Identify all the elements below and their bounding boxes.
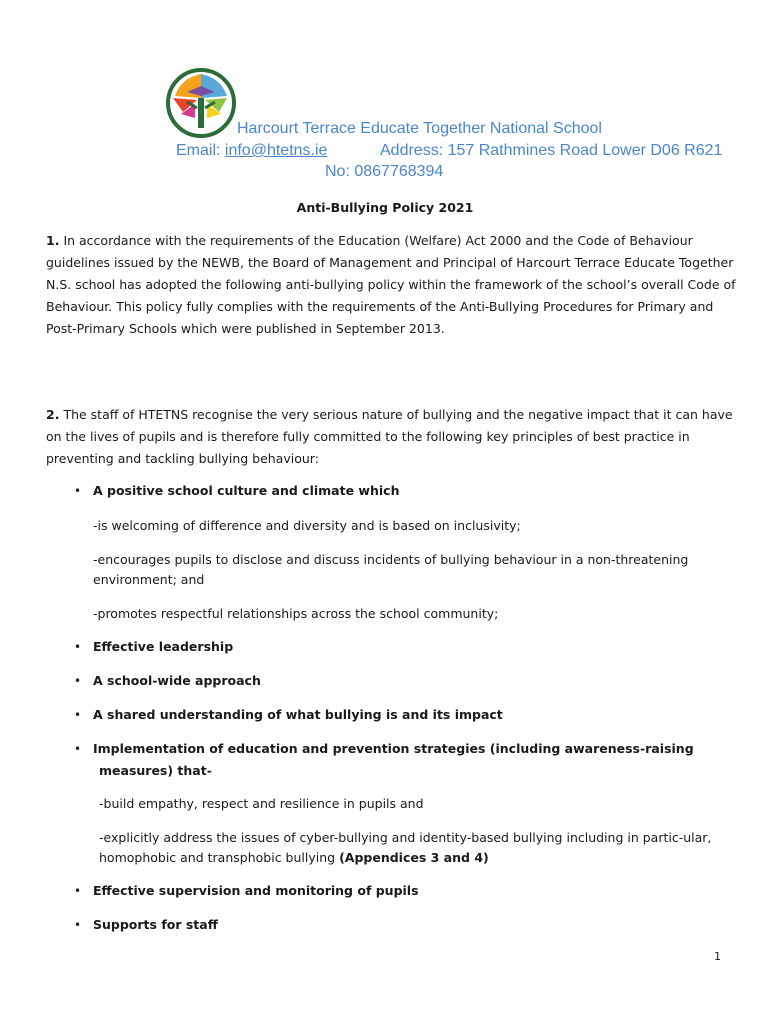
document-title: Anti-Bullying Policy 2021 [296, 200, 474, 215]
school-logo-tree-icon [161, 68, 241, 138]
email-label: Email: [176, 142, 221, 159]
sub-item-cyber-bullying [99, 828, 735, 868]
bullet-dot: • [74, 918, 82, 932]
address: Address: 157 Rathmines Road Lower D06 R621 [380, 142, 723, 159]
sub-item-promotes: -promotes respectful relationships across the school community; [93, 606, 499, 621]
paragraph-1 [46, 230, 736, 340]
sub-item-build-empathy: -build empathy, respect and resilience in pupils and [99, 796, 424, 811]
paragraph-2-text: The staff of HTETNS recognise the very serious nature of bullying and the negative impact that it can have on the lives of pupils and is therefore fully committed to the following key principles of best practice in preventing and tackling bullying behaviour: [46, 407, 733, 466]
paragraph-2-number: 2. [46, 407, 60, 422]
bullet-dot: • [74, 708, 82, 722]
appendices-reference: (Appendices 3 and 4) [339, 850, 489, 865]
paragraph-1-text: In accordance with the requirements of the Education (Welfare) Act 2000 and the Code of Behaviour guidelines issued by the NEWB, the Board of Management and Principal of Harcourt Terrace Educate Together N.S. school has adopted the following anti-bullying policy within the framework of the school’s overall Code of Behaviour. This policy fully complies with the requirements of the Anti-Bullying Procedures for Primary and Post-Primary Schools which were published in September 2013. [46, 233, 736, 336]
page-number: 1 [714, 950, 721, 963]
phone-number: No: 0867768394 [325, 163, 444, 180]
bullet-implementation-line1: Implementation of education and prevention strategies (including awareness-raising [93, 741, 694, 756]
email-link[interactable]: info@htetns.ie [224, 142, 328, 159]
bullet-supervision: Effective supervision and monitoring of pupils [93, 883, 419, 898]
bullet-dot: • [74, 484, 82, 498]
bullet-dot: • [74, 640, 82, 654]
sub-item-encourages: -encourages pupils to disclose and discuss incidents of bullying behaviour in a non-threatening environment; and [93, 552, 689, 587]
bullet-leadership: Effective leadership [93, 639, 234, 654]
bullet-school-wide: A school-wide approach [93, 673, 261, 688]
bullet-positive-culture: A positive school culture and climate which [93, 483, 400, 498]
bullet-dot: • [74, 884, 82, 898]
bullet-staff-supports: Supports for staff [93, 917, 218, 932]
paragraph-2 [46, 404, 736, 470]
email-line [176, 142, 327, 160]
school-name: Harcourt Terrace Educate Together National School [237, 120, 602, 137]
sub-item-cyber-bullying-text: -explicitly address the issues of cyber-bullying and identity-based bullying including in partic-ular, homophobic and transphobic bullying [99, 830, 712, 865]
paragraph-1-number: 1. [46, 233, 60, 248]
bullet-dot: • [74, 674, 82, 688]
bullet-dot: • [74, 742, 82, 756]
sub-item-welcoming: -is welcoming of difference and diversity and is based on inclusivity; [93, 518, 521, 533]
bullet-implementation-line2: measures) that- [99, 763, 212, 778]
bullet-shared-understanding: A shared understanding of what bullying is and its impact [93, 707, 503, 722]
